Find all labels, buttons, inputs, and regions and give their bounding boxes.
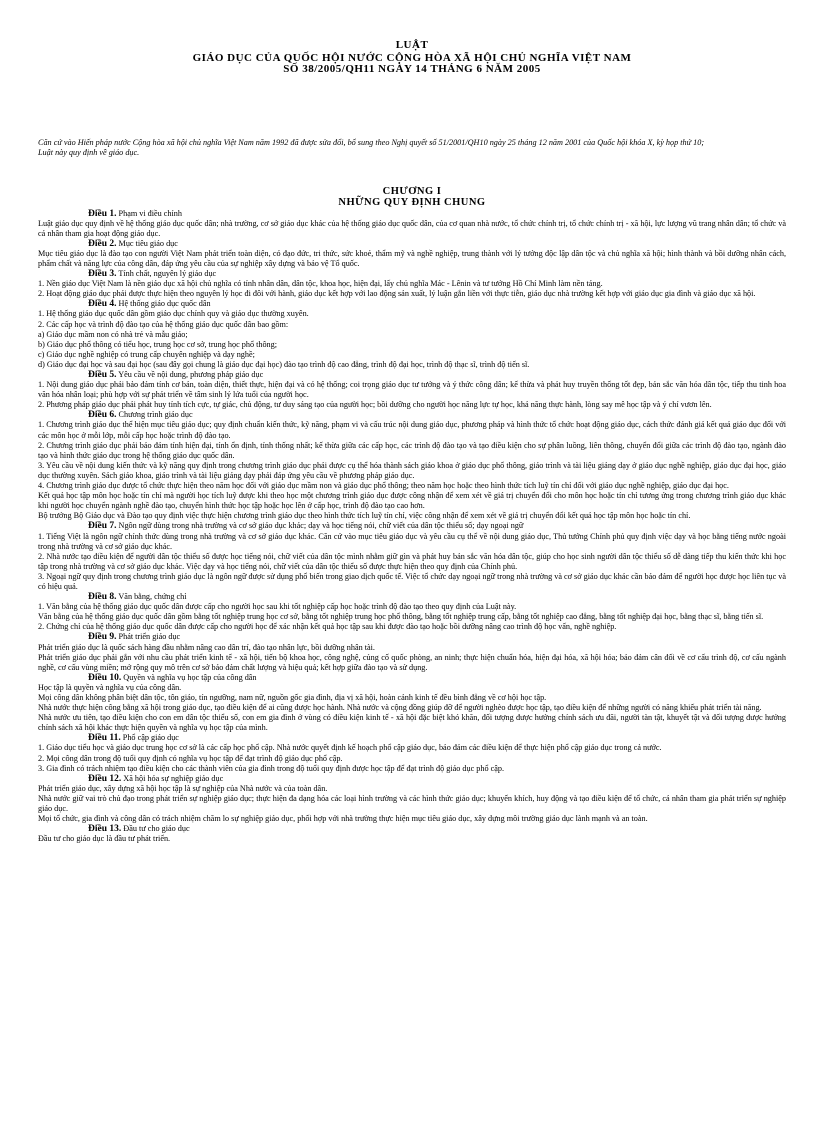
article-title: Phổ cập giáo dục: [120, 733, 179, 743]
paragraph: c) Giáo dục nghề nghiệp có trung cấp chuyên nghiệp và dạy nghề;: [38, 349, 255, 359]
paragraph: d) Giáo dục đại học và sau đại học (sau đây gọi chung là giáo dục đại học) đào tạo trình độ cao đẳng, trình độ đại học, trình độ thạc sĩ, trình độ tiến sĩ.: [38, 359, 530, 369]
article-heading: [38, 824, 786, 834]
article-heading: [38, 774, 786, 784]
paragraph: 1. Nền giáo dục Việt Nam là nền giáo dục xã hội chủ nghĩa có tính nhân dân, dân tộc, khoa học, hiện đại, lấy chủ nghĩa Mác - Lênin và tư tưởng Hồ Chí Minh làm nền tảng.: [38, 279, 603, 289]
article-number: Điều 10.: [88, 672, 122, 683]
article-number: Điều 7.: [88, 521, 117, 532]
article-number: Điều 6.: [88, 410, 117, 421]
paragraph: Phát triển giáo dục là quốc sách hàng đầu nhằm nâng cao dân trí, đào tạo nhân lực, bồi dưỡng nhân tài.: [38, 642, 375, 652]
article-heading: [38, 592, 786, 602]
preamble-scope: Luật này quy định về giáo dục.: [38, 147, 140, 157]
article-number: Điều 3.: [88, 269, 117, 280]
article-title: Xã hội hóa sự nghiệp giáo dục: [121, 773, 224, 783]
article-number: Điều 12.: [88, 773, 122, 784]
paragraph: 1. Giáo dục tiểu học và giáo dục trung học cơ sở là các cấp học phổ cập. Nhà nước quyết định kế hoạch phổ cập giáo dục, bảo đảm các điều kiện để thực hiện phổ cập giáo dục trong cả nước.: [38, 743, 662, 753]
paragraph: 1. Chương trình giáo dục thể hiện mục tiêu giáo dục; quy định chuẩn kiến thức, kỹ năng, phạm vi và cấu trúc nội dung giáo dục, phương pháp và hình thức tổ chức hoạt động giáo dục, cách thức đánh giá kết quả giáo dục đối với các môn học ở mỗi lớp, mỗi cấp học hoặc trình độ đào tạo.: [38, 420, 786, 440]
paragraph: Phát triển giáo dục phải gắn với nhu cầu phát triển kinh tế - xã hội, tiến bộ khoa học, công nghệ, củng cố quốc phòng, an ninh; thực hiện chuẩn hóa, hiện đại hóa, xã hội hóa; bảo đảm cân đối về cơ cấu trình độ, cơ cấu ngành nghề, cơ cấu vùng miền; mở rộng quy mô trên cơ sở bảo đảm chất lượng và hiệu quả; kết hợp giữa đào tạo và sử dụng.: [38, 652, 786, 672]
paragraph: Mọi tổ chức, gia đình và công dân có trách nhiệm chăm lo sự nghiệp giáo dục, phối hợp với nhà trường thực hiện mục tiêu giáo dục, xây dựng môi trường giáo dục lành mạnh và an toàn.: [38, 814, 648, 824]
paragraph: 2. Mọi công dân trong độ tuổi quy định có nghĩa vụ học tập để đạt trình độ giáo dục phổ cập.: [38, 753, 343, 763]
article-title: Quyền và nghĩa vụ học tập của công dân: [121, 672, 257, 682]
document-header: [38, 40, 786, 76]
article-number: Điều 9.: [88, 632, 117, 643]
paragraph: a) Giáo dục mầm non có nhà trẻ và mẫu giáo;: [38, 329, 188, 339]
article-number: Điều 11.: [88, 733, 121, 744]
paragraph: 1. Hệ thống giáo dục quốc dân gồm giáo dục chính quy và giáo dục thường xuyên.: [38, 309, 309, 319]
article-title: Tính chất, nguyên lý giáo dục: [116, 269, 217, 279]
law-label: LUẬT: [395, 39, 429, 51]
paragraph: 2. Chương trình giáo dục phải bảo đảm tính hiện đại, tính ổn định, tính thống nhất; kế thừa giữa các cấp học, các trình độ đào tạo và tạo điều kiện cho sự phân luồng, liên thông, chuyển đổi giữa các trình độ đào tạo, ngành đào tạo và hình thức giáo dục trong hệ thống giáo dục quốc dân.: [38, 440, 786, 460]
paragraph: Kết quả học tập môn học hoặc tín chỉ mà người học tích luỹ được khi theo học một chương trình giáo dục được công nhận để xem xét về giá trị chuyển đổi cho môn học hoặc tín chỉ tương ứng trong chương trình giáo dục khác khi người học chuyển ngành nghề đào tạo, chuyển hình thức học tập hoặc học lên ở cấp học, trình độ đào tạo cao hơn.: [38, 491, 786, 511]
article-title: Hệ thống giáo dục quốc dân: [116, 299, 211, 309]
paragraph: 4. Chương trình giáo dục được tổ chức thực hiện theo năm học đối với giáo dục mầm non và giáo dục phổ thông; theo năm học hoặc theo hình thức tích luỹ tín chỉ đối với giáo dục nghề nghiệp, giáo dục đại học.: [38, 481, 729, 491]
paragraph: Bộ trưởng Bộ Giáo dục và Đào tạo quy định việc thực hiện chương trình giáo dục theo hình thức tích luỹ tín chỉ, việc công nhận để xem xét về giá trị chuyển đổi kết quả học tập môn học hoặc tín chỉ.: [38, 511, 691, 521]
paragraph: Mục tiêu giáo dục là đào tạo con người Việt Nam phát triển toàn diện, có đạo đức, tri thức, sức khoẻ, thẩm mỹ và nghề nghiệp, trung thành với lý tưởng độc lập dân tộc và chủ nghĩa xã hội; hình thành và bồi dưỡng nhân cách, phẩm chất và năng lực của công dân, đáp ứng yêu cầu của sự nghiệp xây dựng và bảo vệ Tổ quốc.: [38, 248, 786, 268]
paragraph: Mọi công dân không phân biệt dân tộc, tôn giáo, tín ngưỡng, nam nữ, nguồn gốc gia đình, địa vị xã hội, hoàn cảnh kinh tế đều bình đẳng về cơ hội học tập.: [38, 693, 547, 702]
article-number: Điều 2.: [88, 238, 117, 249]
article-title: Văn bằng, chứng chỉ: [116, 592, 187, 602]
paragraph: b) Giáo dục phổ thông có tiểu học, trung học cơ sở, trung học phổ thông;: [38, 339, 278, 349]
paragraph: 3. Gia đình có trách nhiệm tạo điều kiện cho các thành viên của gia đình trong độ tuổi quy định được học tập để đạt trình độ giáo dục phổ cập.: [38, 763, 505, 773]
chapter-heading: [38, 186, 786, 208]
article-title: Yêu cầu về nội dung, phương pháp giáo dục: [116, 370, 264, 379]
article-title: Phạm vi điều chỉnh: [116, 208, 182, 218]
paragraph: 2. Các cấp học và trình độ đào tạo của hệ thống giáo dục quốc dân bao gồm:: [38, 319, 289, 329]
article-title: Phát triển giáo dục: [116, 632, 181, 642]
article-heading: [38, 239, 786, 249]
paragraph: Nhà nước ưu tiên, tạo điều kiện cho con em dân tộc thiểu số, con em gia đình ở vùng có điều kiện kinh tế - xã hội đặc biệt khó khăn, đối tượng được hưởng chính sách ưu đãi, người tàn tật, khuyết tật và đối tượng được hưởng chính sách xã hội khác thực hiện quyền và nghĩa vụ học tập của mình.: [38, 713, 786, 733]
document-page: [38, 40, 786, 844]
chapter-number: CHƯƠNG I: [382, 185, 442, 197]
preamble: [38, 138, 786, 158]
paragraph: Phát triển giáo dục, xây dựng xã hội học tập là sự nghiệp của Nhà nước và của toàn dân.: [38, 783, 328, 793]
paragraph: Học tập là quyền và nghĩa vụ của công dân.: [38, 682, 182, 692]
article-heading: [38, 209, 786, 219]
paragraph: Nhà nước giữ vai trò chủ đạo trong phát triển sự nghiệp giáo dục; thực hiện đa dạng hóa các loại hình trường và các hình thức giáo dục; khuyến khích, huy động và tạo điều kiện để tổ chức, cá nhân tham gia phát triển sự nghiệp giáo dục.: [38, 793, 786, 814]
article-number: Điều 13.: [88, 824, 122, 835]
article-number: Điều 1.: [88, 208, 117, 219]
article-heading: [38, 521, 786, 531]
article-heading: [38, 673, 786, 683]
article-heading: [38, 410, 786, 420]
article-title: Chương trình giáo dục: [116, 410, 193, 420]
law-title: GIÁO DỤC CỦA QUỐC HỘI NƯỚC CỘNG HÒA XÃ HỘI CHỦ NGHĨA VIỆT NAM: [192, 51, 632, 64]
article-heading: [38, 733, 786, 743]
paragraph: Đầu tư cho giáo dục là đầu tư phát triển.: [38, 834, 171, 844]
article-number: Điều 4.: [88, 299, 117, 310]
paragraph: 2. Chứng chỉ của hệ thống giáo dục quốc dân được cấp cho người học để xác nhận kết quả học tập sau khi được đào tạo hoặc bồi dưỡng nâng cao trình độ học vấn, nghề nghiệp.: [38, 622, 617, 632]
paragraph: 2. Nhà nước tạo điều kiện để người dân tộc thiểu số được học tiếng nói, chữ viết của dân tộc mình nhằm giữ gìn và phát huy bản sắc văn hóa dân tộc, giúp cho học sinh người dân tộc thiểu số dễ dàng tiếp thu kiến thức khi học tập trong nhà trường và cơ sở giáo dục khác. Việc dạy và học tiếng nói, chữ viết của dân tộc thiểu số được thực hiện theo quy định của Chính phủ.: [38, 551, 786, 571]
document-body: [38, 209, 786, 845]
article-title: Mục tiêu giáo dục: [116, 238, 178, 248]
paragraph: 1. Tiếng Việt là ngôn ngữ chính thức dùng trong nhà trường và cơ sở giáo dục khác. Căn cứ vào mục tiêu giáo dục và yêu cầu cụ thể về nội dung giáo dục, Thủ tướng Chính phủ quy định việc dạy và học bằng tiếng nước ngoài trong nhà trường và cơ sở giáo dục khác.: [38, 531, 786, 551]
paragraph: 3. Ngoại ngữ quy định trong chương trình giáo dục là ngôn ngữ được sử dụng phổ biến trong giao dịch quốc tế. Việc tổ chức dạy ngoại ngữ trong nhà trường và cơ sở giáo dục khác cần bảo đảm để người học được học liên tục và có hiệu quả.: [38, 571, 786, 591]
paragraph: Văn bằng của hệ thống giáo dục quốc dân gồm bằng tốt nghiệp trung học cơ sở, bằng tốt nghiệp trung học phổ thông, bằng tốt nghiệp trung cấp, bằng tốt nghiệp cao đẳng, bằng tốt nghiệp đại học, bằng thạc sĩ, bằng tiến sĩ.: [38, 612, 764, 622]
article-heading: [38, 632, 786, 642]
chapter-title: NHỮNG QUY ĐỊNH CHUNG: [338, 196, 486, 208]
article-number: Điều 5.: [88, 370, 117, 380]
article-number: Điều 8.: [88, 592, 117, 603]
article-heading: [38, 299, 786, 309]
paragraph: 2. Hoạt động giáo dục phải được thực hiện theo nguyên lý học đi đôi với hành, giáo dục kết hợp với lao động sản xuất, lý luận gắn liền với thực tiễn, giáo dục nhà trường kết hợp với giáo dục gia đình và giáo dục xã hội.: [38, 289, 756, 299]
paragraph: 3. Yêu cầu về nội dung kiến thức và kỹ năng quy định trong chương trình giáo dục phải được cụ thể hóa thành sách giáo khoa ở giáo dục phổ thông, giáo trình và tài liệu giảng dạy ở giáo dục nghề nghiệp, giáo dục đại học, giáo dục thường xuyên. Sách giáo khoa, giáo trình và tài liệu giảng dạy phải đáp ứng yêu cầu về phương pháp giáo dục.: [38, 460, 786, 480]
law-number-date: SỐ 38/2005/QH11 NGÀY 14 THÁNG 6 NĂM 2005: [283, 63, 541, 75]
article-heading: [38, 370, 786, 380]
article-heading: [38, 269, 786, 279]
preamble-basis: Căn cứ vào Hiến pháp nước Cộng hòa xã hội chủ nghĩa Việt Nam năm 1992 đã được sửa đổi, bổ sung theo Nghị quyết số 51/2001/QH10 ngày 25 tháng 12 năm 2001 của Quốc hội khóa X, kỳ họp thứ 10;: [38, 137, 705, 147]
paragraph: 2. Phương pháp giáo dục phải phát huy tính tích cực, tự giác, chủ động, tư duy sáng tạo của người học; bồi dưỡng cho người học năng lực tự học, khả năng thực hành, lòng say mê học tập và ý chí vươn lên.: [38, 400, 712, 410]
paragraph: 1. Văn bằng của hệ thống giáo dục quốc dân được cấp cho người học sau khi tốt nghiệp cấp học hoặc trình độ đào tạo theo quy định của Luật này.: [38, 602, 517, 612]
article-title: Đầu tư cho giáo dục: [121, 824, 190, 834]
paragraph: Luật giáo dục quy định về hệ thống giáo dục quốc dân; nhà trường, cơ sở giáo dục khác của hệ thống giáo dục quốc dân, của cơ quan nhà nước, tổ chức chính trị, tổ chức chính trị - xã hội, lực lượng vũ trang nhân dân; tổ chức và cá nhân tham gia hoạt động giáo dục.: [38, 218, 786, 238]
article-title: Ngôn ngữ dùng trong nhà trường và cơ sở giáo dục khác; dạy và học tiếng nói, chữ viết của dân tộc thiểu số; dạy ngoại ngữ: [116, 521, 524, 531]
paragraph: Nhà nước thực hiện công bằng xã hội trong giáo dục, tạo điều kiện để ai cũng được học hành. Nhà nước và cộng đồng giúp đỡ để người nghèo được học tập, tạo điều kiện để những người có năng khiếu phát triển tài năng.: [38, 703, 762, 713]
paragraph: 1. Nội dung giáo dục phải bảo đảm tính cơ bản, toàn diện, thiết thực, hiện đại và có hệ thống; coi trọng giáo dục tư tưởng và ý thức công dân; kế thừa và phát huy truyền thống tốt đẹp, bản sắc văn hóa dân tộc, tiếp thu tinh hoa văn hóa nhân loại; phù hợp với sự phát triển về tâm sinh lý lứa tuổi của người học.: [38, 380, 786, 400]
